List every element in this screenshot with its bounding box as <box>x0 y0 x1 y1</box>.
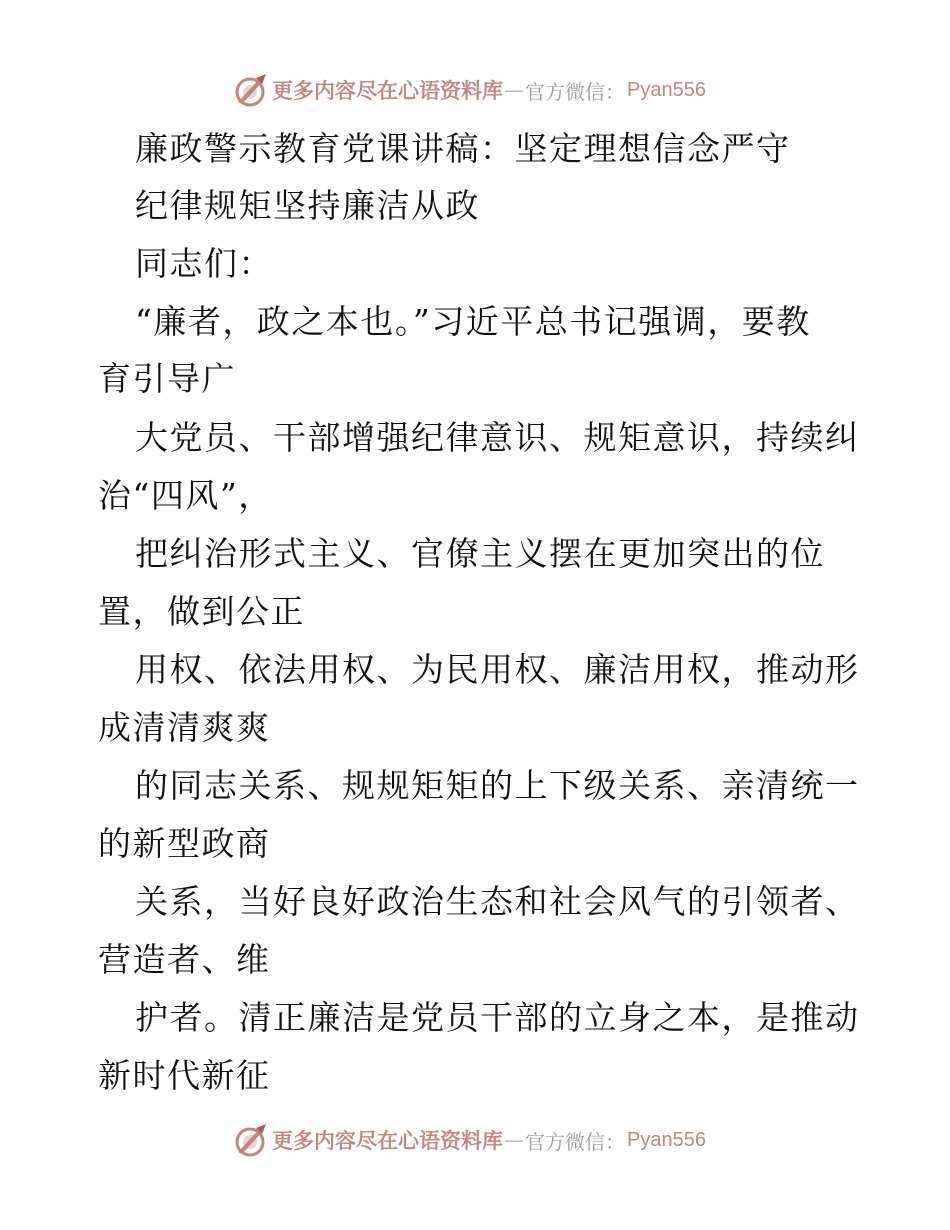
paragraph-line: 治“四风”， <box>98 476 273 515</box>
paragraph-line: 护者。清正廉洁是党员干部的立身之本，是推动 <box>135 998 860 1037</box>
watermark-separator: — <box>504 78 524 102</box>
paragraph-line: 新时代新征 <box>98 1056 271 1095</box>
paragraph-line: 的新型政商 <box>98 824 271 863</box>
paragraph-line: “廉者，政之本也。”习近平总书记强调，要教 <box>135 302 811 341</box>
paragraph-line: 把纠治形式主义、官僚主义摆在更加突出的位 <box>135 534 825 573</box>
watermark-wechat-id: Pyan556 <box>627 1128 706 1151</box>
watermark-wechat-id: Pyan556 <box>627 78 706 101</box>
title-line-2: 纪律规矩坚持廉洁从政 <box>135 186 480 225</box>
paragraph-line: 的同志关系、规规矩矩的上下级关系、亲清统一 <box>135 766 860 805</box>
paragraph-line: 关系，当好良好政治生态和社会风气的引领者、 <box>135 882 860 921</box>
quill-pen-logo-icon <box>232 1122 268 1158</box>
watermark-separator: — <box>504 1128 524 1152</box>
watermark-wechat-label: 官方微信： <box>525 79 625 104</box>
paragraph-line: 成清清爽爽 <box>98 708 271 747</box>
watermark-site-text: 更多内容尽在心语资料库 <box>272 1128 503 1153</box>
watermark-site-text: 更多内容尽在心语资料库 <box>272 78 503 103</box>
title-line-1: 廉政警示教育党课讲稿：坚定理想信念严守 <box>135 129 791 168</box>
paragraph-line: 大党员、干部增强纪律意识、规矩意识，持续纠 <box>135 418 860 457</box>
paragraph-line: 营造者、维 <box>98 940 271 979</box>
salutation: 同志们： <box>135 244 273 283</box>
watermark-wechat-label: 官方微信： <box>525 1129 625 1154</box>
paragraph-line: 置，做到公正 <box>98 592 305 631</box>
watermark-banner-bottom <box>232 1120 706 1160</box>
paragraph-line: 用权、依法用权、为民用权、廉洁用权，推动形 <box>135 650 860 689</box>
paragraph-line: 育引导广 <box>98 359 236 398</box>
